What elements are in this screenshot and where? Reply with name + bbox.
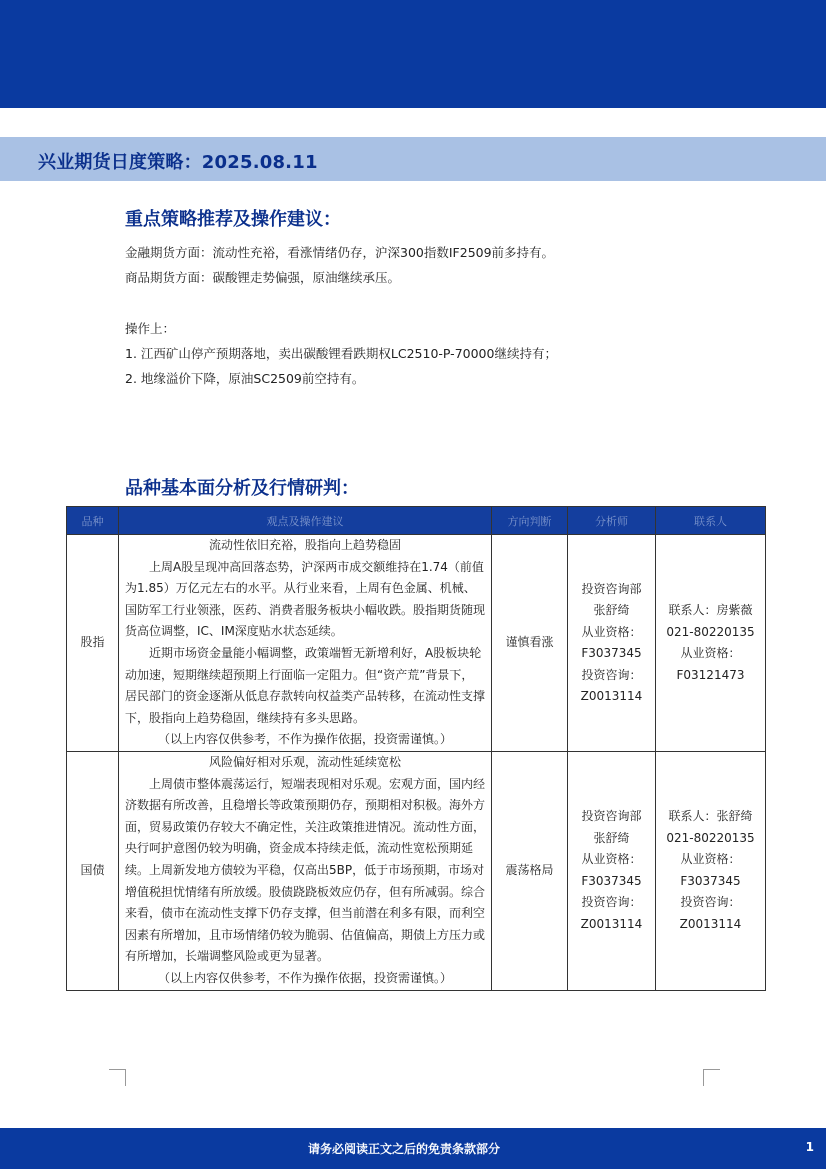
contact-qual-label: 从业资格：	[680, 646, 741, 660]
analysis-heading: 品种基本面分析及行情研判：	[125, 478, 359, 499]
row-disclaimer: （以上内容仅供参考，不作为操作依据，投资需谨慎。）	[157, 732, 452, 747]
row-disclaimer: （以上内容仅供参考，不作为操作依据，投资需谨慎。）	[157, 970, 452, 985]
page-number: 1	[805, 1140, 814, 1154]
contact-phone: 021-80220135	[666, 830, 755, 845]
contact-cell	[656, 535, 766, 752]
strategy-heading: 重点策略推荐及操作建议：	[125, 209, 341, 230]
crop-mark-left	[109, 1069, 126, 1086]
col-header-analyst: 分析师	[568, 507, 656, 535]
analyst-qual-label: 从业资格：	[581, 624, 642, 639]
analyst-consult-no: Z0013114	[580, 916, 643, 931]
analyst-consult-label: 投资咨询：	[581, 895, 642, 910]
contact-name: 联系人：房紫薇	[668, 603, 753, 617]
col-header-direction: 方向判断	[492, 507, 568, 535]
analyst-name: 张舒绮	[593, 603, 630, 617]
ops-item-1: 1. 江西矿山停产预期落地，卖出碳酸锂看跌期权LC2510-P-70000继续持有；	[125, 346, 557, 361]
direction-cell: 震荡格局	[492, 752, 568, 991]
variety-cell: 股指	[67, 535, 119, 752]
title-bar	[0, 137, 826, 181]
analyst-qual-label: 从业资格：	[581, 852, 642, 867]
disclaimer-notice: 请务必阅读正文之后的免责条款部分	[308, 1142, 501, 1156]
strategy-line-financial: 金融期货方面：流动性充裕，看涨情绪仍存，沪深300指数IF2509前多持有。	[125, 245, 555, 260]
analyst-name: 张舒绮	[593, 830, 630, 845]
analyst-consult-no: Z0013114	[580, 689, 643, 703]
view-cell	[119, 752, 492, 991]
table-header-row	[67, 507, 766, 535]
analyst-consult-label: 投资咨询：	[581, 667, 642, 682]
analysis-table	[66, 506, 766, 991]
footer-bar	[0, 1128, 826, 1169]
ops-label: 操作上：	[125, 321, 176, 336]
contact-qual-no: F03121473	[676, 667, 745, 682]
table-row	[67, 752, 766, 991]
analyst-qual-no: F3037345	[581, 873, 642, 888]
contact-cell	[656, 752, 766, 991]
strategy-line-commodity: 商品期货方面：碳酸锂走势偏强，原油继续承压。	[125, 270, 401, 285]
page-title: 兴业期货日度策略：2025.08.11	[38, 152, 318, 173]
analyst-dept: 投资咨询部	[581, 581, 642, 596]
row-headline: 风险偏好相对乐观，流动性延续宽松	[208, 755, 401, 769]
analyst-cell	[568, 752, 656, 991]
analyst-qual-no: F3037345	[581, 646, 642, 660]
table-row	[67, 535, 766, 752]
contact-name: 联系人：张舒绮	[668, 809, 753, 824]
row-paragraph: 近期市场资金量能小幅调整，政策端暂无新增利好，A股板块轮动加速，短期继续超预期上行面临一定阻力。但“资产荒”背景下，居民部门的资金逐渐从低息存款转向权益类产品转移，在流动性支撑下，股指向上趋势稳固，继续持有多头思路。	[125, 645, 486, 725]
top-banner	[0, 0, 826, 108]
contact-consult-no: Z0013114	[679, 916, 742, 931]
contact-qual-no: F3037345	[680, 873, 741, 888]
row-paragraph: 上周A股呈现冲高回落态势，沪深两市成交额维持在1.74（前值为1.85）万亿元左右的水平。从行业来看，上周有色金属、机械、国防军工行业领涨，医药、消费者服务板块小幅收跌。股指期货随现货高位调整，IC、IM深度贴水状态延续。	[125, 559, 486, 639]
view-cell	[119, 535, 492, 752]
col-header-view: 观点及操作建议	[119, 507, 492, 535]
contact-consult-label: 投资咨询：	[680, 895, 741, 910]
col-header-variety: 品种	[67, 507, 119, 535]
analyst-cell	[568, 535, 656, 752]
crop-mark-right	[703, 1069, 720, 1086]
row-paragraph: 上周债市整体震荡运行，短端表现相对乐观。宏观方面，国内经济数据有所改善，且稳增长等政策预期仍存，预期相对积极。海外方面，贸易政策仍存较大不确定性，关注政策推进情况。流动性方面，央行呵护意图仍较为明确，资金成本持续走低，流动性宽松预期延续。上周新发地方债较为平稳，仅高出5BP，低于市场预期，市场对增值税担忧情绪有所放缓。股债跷跷板效应仍存，但有所减弱。综合来看，债市在流动性支撑下仍存支撑，但当前潜在利多有限，而利空因素有所增加，且市场情绪仍较为脆弱、估值偏高，期债上方压力或有所增加，长端调整风险或更为显著。	[125, 776, 486, 964]
contact-qual-label: 从业资格：	[680, 852, 741, 867]
direction-cell: 谨慎看涨	[492, 535, 568, 752]
ops-item-2: 2. 地缘溢价下降，原油SC2509前空持有。	[125, 371, 365, 386]
col-header-contact: 联系人	[656, 507, 766, 535]
contact-phone: 021-80220135	[666, 624, 755, 639]
analyst-dept: 投资咨询部	[581, 809, 642, 824]
variety-cell: 国债	[67, 752, 119, 991]
row-headline: 流动性依旧充裕，股指向上趋势稳固	[208, 538, 401, 552]
